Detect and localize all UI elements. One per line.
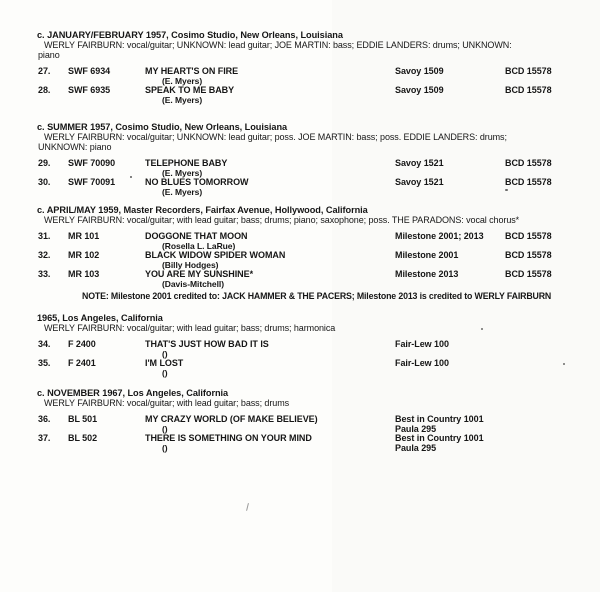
composer-credit: (Rosella L. LaRue): [162, 240, 236, 251]
session-note: NOTE: Milestone 2001 credited to: JACK HAMMER & THE PACERS; Milestone 2013 is credited to WERLY FAIRBURN: [82, 291, 552, 301]
session-personnel: [38, 40, 600, 60]
session-header: c. NOVEMBER 1967, Los Angeles, California: [37, 388, 229, 398]
cd-reissue-number: BCD 15578: [505, 250, 552, 260]
title-cell: [145, 67, 395, 86]
title-cell: [145, 434, 395, 453]
track-title: THAT'S JUST HOW BAD IT IS: [145, 339, 269, 349]
cd-reissue-number: BCD 15578: [505, 66, 552, 76]
matrix-number: BL 502: [68, 433, 98, 443]
session-header: c. APRIL/MAY 1959, Master Recorders, Fairfax Avenue, Hollywood, California: [37, 205, 368, 215]
release-label: [395, 434, 505, 453]
title-cell: [145, 415, 395, 434]
session-personnel: [38, 398, 600, 408]
scan-mark: [246, 503, 249, 511]
composer-credit: (): [162, 348, 168, 359]
matrix-number: SWF 6934: [68, 66, 111, 76]
personnel-line: WERLY FAIRBURN: vocal/guitar; UNKNOWN: lead guitar; poss. JOE MARTIN: bass; poss. EDDIE LANDERS: drums;: [44, 132, 507, 142]
track-row: [38, 415, 600, 434]
label-line: Milestone 2001: [395, 250, 459, 260]
track-list: [0, 159, 600, 197]
track-title: DOGGONE THAT MOON: [145, 231, 248, 241]
track-title: NO BLUES TOMORROW: [145, 177, 249, 187]
track-title: BLACK WIDOW SPIDER WOMAN: [145, 250, 286, 260]
personnel-line: WERLY FAIRBURN: vocal/guitar; with lead guitar; bass; drums; harmonica: [44, 323, 336, 333]
track-number: 30.: [38, 177, 51, 187]
matrix-number: MR 101: [68, 231, 100, 241]
matrix-number: F 2400: [68, 339, 96, 349]
composer-credit: (E. Myers): [162, 167, 203, 178]
label-line: Paula 295: [395, 442, 437, 453]
track-number: 27.: [38, 66, 51, 76]
session-section: [0, 388, 600, 453]
title-cell: [145, 270, 395, 289]
label-line: Savoy 1509: [395, 85, 444, 95]
personnel-line: WERLY FAIRBURN: vocal/guitar; with lead guitar; bass; drums: [44, 398, 290, 408]
matrix-number: MR 102: [68, 250, 100, 260]
label-line: Best in Country 1001: [395, 433, 484, 443]
label-line: Savoy 1521: [395, 177, 444, 187]
title-cell: [145, 232, 395, 251]
composer-credit: (): [162, 367, 168, 378]
release-label: [395, 159, 505, 169]
track-row: [38, 159, 600, 178]
title-cell: [145, 359, 395, 378]
track-list: [0, 340, 600, 378]
track-title: THERE IS SOMETHING ON YOUR MIND: [145, 433, 312, 443]
composer-credit: (): [162, 423, 168, 434]
label-line: Fair-Lew 100: [395, 358, 449, 368]
release-label: [395, 67, 505, 77]
session-personnel: [38, 132, 600, 152]
track-list: [0, 232, 600, 289]
release-label: [395, 251, 505, 261]
composer-credit: (E. Myers): [162, 94, 203, 105]
session-section: [0, 122, 600, 197]
cd-reissue-number: BCD 15578: [505, 177, 552, 187]
session-section: [0, 313, 600, 378]
matrix-number: F 2401: [68, 358, 96, 368]
release-label: [395, 340, 505, 350]
track-title: SPEAK TO ME BABY: [145, 85, 235, 95]
personnel-line: UNKNOWN: piano: [38, 142, 112, 152]
matrix-number: BL 501: [68, 414, 98, 424]
matrix-number: SWF 70090: [68, 158, 116, 168]
composer-credit: (E. Myers): [162, 75, 203, 86]
matrix-number: SWF 6935: [68, 85, 111, 95]
cd-reissue-number: BCD 15578: [505, 269, 552, 279]
title-cell: [145, 86, 395, 105]
track-number: 36.: [38, 414, 51, 424]
session-header: c. SUMMER 1957, Cosimo Studio, New Orleans, Louisiana: [37, 122, 288, 132]
release-label: [395, 270, 505, 280]
track-title: MY HEART'S ON FIRE: [145, 66, 239, 76]
track-row: [38, 270, 600, 289]
title-cell: [145, 178, 395, 197]
cd-reissue-number: BCD 15578: [505, 231, 552, 241]
track-row: [38, 434, 600, 453]
session-header: c. JANUARY/FEBRUARY 1957, Cosimo Studio, New Orleans, Louisiana: [37, 30, 343, 40]
track-row: [38, 359, 600, 378]
release-label: [395, 359, 505, 369]
cd-reissue-number: BCD 15578: [505, 158, 552, 168]
label-line: Paula 295: [395, 423, 437, 434]
personnel-line: WERLY FAIRBURN: vocal/guitar; with lead guitar; bass; drums; piano; saxophone; poss. THE PARADONS: vocal chorus*: [44, 215, 520, 225]
label-line: Fair-Lew 100: [395, 339, 449, 349]
track-row: [38, 340, 600, 359]
label-line: Best in Country 1001: [395, 414, 484, 424]
release-label: [395, 178, 505, 188]
track-title: MY CRAZY WORLD (OF MAKE BELIEVE): [145, 414, 318, 424]
cd-reissue-number: BCD 15578: [505, 85, 552, 95]
session-personnel: [38, 323, 600, 333]
composer-credit: (Davis-Mitchell): [162, 278, 225, 289]
label-line: Savoy 1509: [395, 66, 444, 76]
release-label: [395, 232, 505, 242]
track-row: [38, 251, 600, 270]
session-section: [0, 30, 600, 105]
matrix-number: MR 103: [68, 269, 100, 279]
track-title: I'M LOST: [145, 358, 184, 368]
track-list: [0, 67, 600, 105]
track-title: YOU ARE MY SUNSHINE*: [145, 269, 254, 279]
personnel-line: WERLY FAIRBURN: vocal/guitar; UNKNOWN: lead guitar; JOE MARTIN: bass; EDDIE LANDERS: drums; UNKNOWN:: [44, 40, 512, 50]
composer-credit: (): [162, 442, 168, 453]
personnel-line: piano: [38, 50, 60, 60]
track-number: 35.: [38, 358, 51, 368]
release-label: [395, 415, 505, 434]
label-line: Savoy 1521: [395, 158, 444, 168]
track-title: TELEPHONE BABY: [145, 158, 228, 168]
track-number: 28.: [38, 85, 51, 95]
page-content: [0, 30, 600, 453]
session-section: [0, 205, 600, 301]
track-row: [38, 232, 600, 251]
composer-credit: (Billy Hodges): [162, 259, 219, 270]
label-line: Milestone 2001; 2013: [395, 231, 484, 241]
session-list: [0, 30, 600, 453]
track-number: 29.: [38, 158, 51, 168]
track-row: [38, 86, 600, 105]
title-cell: [145, 340, 395, 359]
title-cell: [145, 159, 395, 178]
label-line: Milestone 2013: [395, 269, 459, 279]
track-row: [38, 67, 600, 86]
track-number: 33.: [38, 269, 51, 279]
release-label: [395, 86, 505, 96]
title-cell: [145, 251, 395, 270]
track-number: 34.: [38, 339, 51, 349]
matrix-number: SWF 70091: [68, 177, 116, 187]
track-row: [38, 178, 600, 197]
track-number: 31.: [38, 231, 51, 241]
track-number: 37.: [38, 433, 51, 443]
session-header: 1965, Los Angeles, California: [37, 313, 163, 323]
track-number: 32.: [38, 250, 51, 260]
composer-credit: (E. Myers): [162, 186, 203, 197]
track-list: [0, 415, 600, 453]
session-personnel: [38, 215, 600, 225]
